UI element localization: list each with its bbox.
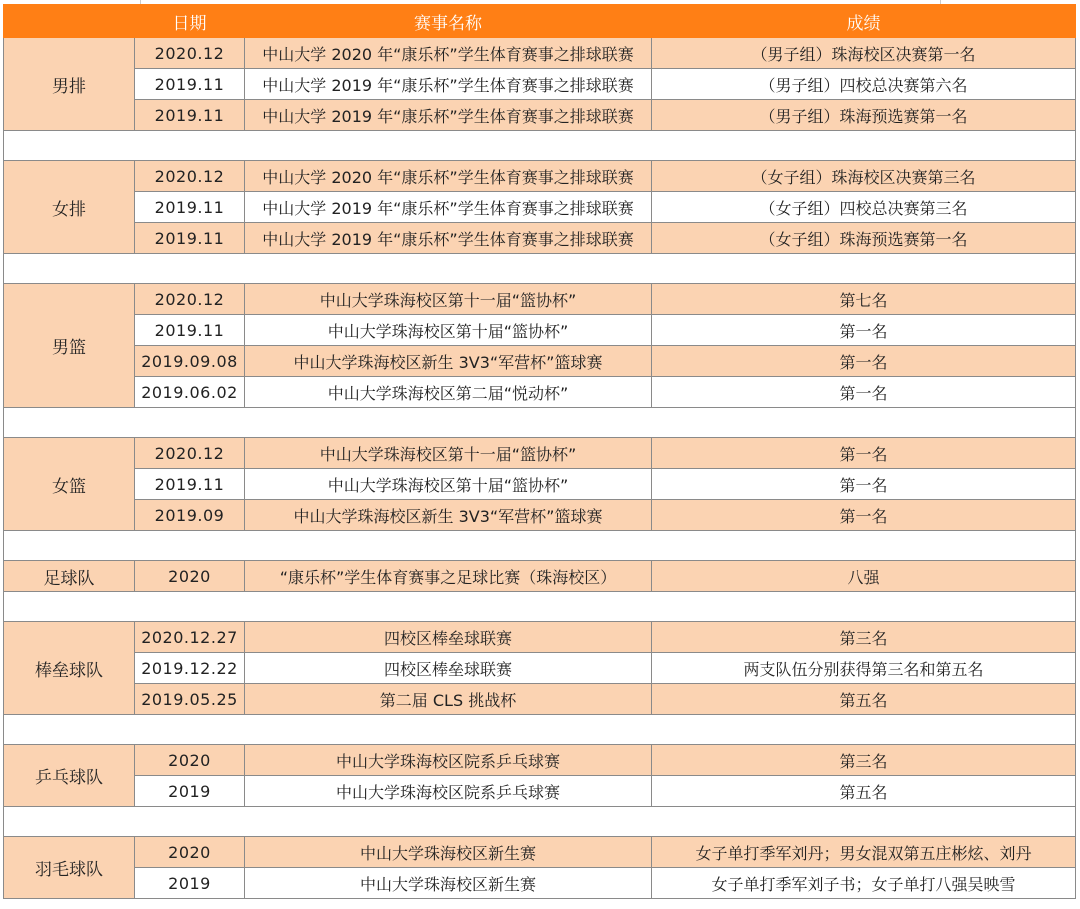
spacer-row xyxy=(4,408,1076,438)
result-cell: 第三名 xyxy=(652,622,1076,653)
result-cell: 第一名 xyxy=(652,469,1076,500)
spacer-cell xyxy=(4,531,1076,561)
table-row xyxy=(4,38,1076,69)
table-row xyxy=(4,561,1076,592)
table-row xyxy=(4,100,1076,131)
header-date: 日期 xyxy=(135,5,245,38)
table-row xyxy=(4,745,1076,776)
spacer-cell xyxy=(4,592,1076,622)
table-body xyxy=(4,38,1076,899)
table-row xyxy=(4,315,1076,346)
result-cell: 第一名 xyxy=(652,438,1076,469)
result-cell: （女子组）珠海校区决赛第三名 xyxy=(652,161,1076,192)
event-cell: 中山大学 2019 年“康乐杯”学生体育赛事之排球联赛 xyxy=(245,192,652,223)
table-row xyxy=(4,469,1076,500)
spacer-cell xyxy=(4,408,1076,438)
date-cell: 2019.11 xyxy=(135,69,245,100)
result-cell: 第三名 xyxy=(652,745,1076,776)
date-cell: 2019.11 xyxy=(135,469,245,500)
table-row xyxy=(4,684,1076,715)
table-row xyxy=(4,377,1076,408)
table-row xyxy=(4,161,1076,192)
date-cell: 2020.12 xyxy=(135,161,245,192)
header-result: 成绩 xyxy=(652,5,1076,38)
spacer-cell xyxy=(4,715,1076,745)
spacer-cell xyxy=(4,807,1076,837)
category-cell: 足球队 xyxy=(4,561,135,592)
table-row xyxy=(4,438,1076,469)
spacer-row xyxy=(4,531,1076,561)
event-cell: “康乐杯”学生体育赛事之足球比赛（珠海校区） xyxy=(245,561,652,592)
spacer-row xyxy=(4,715,1076,745)
result-cell: （女子组）四校总决赛第三名 xyxy=(652,192,1076,223)
event-cell: 中山大学珠海校区第二届“悦动杯” xyxy=(245,377,652,408)
event-cell: 四校区棒垒球联赛 xyxy=(245,622,652,653)
table-row xyxy=(4,837,1076,868)
event-cell: 中山大学珠海校区院系乒乓球赛 xyxy=(245,745,652,776)
result-cell: 第五名 xyxy=(652,684,1076,715)
result-cell: 女子单打季军刘子书；女子单打八强吴映雪 xyxy=(652,868,1076,899)
header-category xyxy=(4,5,135,38)
event-cell: 中山大学珠海校区新生赛 xyxy=(245,837,652,868)
event-cell: 四校区棒垒球联赛 xyxy=(245,653,652,684)
result-cell: 八强 xyxy=(652,561,1076,592)
result-cell: 第一名 xyxy=(652,377,1076,408)
result-cell: （男子组）珠海校区决赛第一名 xyxy=(652,38,1076,69)
category-cell: 羽毛球队 xyxy=(4,837,135,899)
result-cell: 两支队伍分别获得第三名和第五名 xyxy=(652,653,1076,684)
spacer-row xyxy=(4,807,1076,837)
event-cell: 第二届 CLS 挑战杯 xyxy=(245,684,652,715)
results-table xyxy=(3,4,1076,899)
date-cell: 2020.12.27 xyxy=(135,622,245,653)
date-cell: 2019.09 xyxy=(135,500,245,531)
date-cell: 2019.05.25 xyxy=(135,684,245,715)
table-row xyxy=(4,500,1076,531)
table-row xyxy=(4,192,1076,223)
date-cell: 2020 xyxy=(135,745,245,776)
event-cell: 中山大学珠海校区第十届“篮协杯” xyxy=(245,315,652,346)
result-cell: 第一名 xyxy=(652,315,1076,346)
result-cell: 第一名 xyxy=(652,346,1076,377)
date-cell: 2020 xyxy=(135,561,245,592)
date-cell: 2019.11 xyxy=(135,315,245,346)
date-cell: 2020.12 xyxy=(135,38,245,69)
category-cell: 男篮 xyxy=(4,284,135,408)
event-cell: 中山大学珠海校区第十一届“篮协杯” xyxy=(245,284,652,315)
table-row xyxy=(4,69,1076,100)
result-cell: （男子组）珠海预选赛第一名 xyxy=(652,100,1076,131)
category-cell: 棒垒球队 xyxy=(4,622,135,715)
table-header-row xyxy=(4,5,1076,38)
date-cell: 2019 xyxy=(135,776,245,807)
date-cell: 2019 xyxy=(135,868,245,899)
result-cell: 女子单打季军刘丹；男女混双第五庄彬炫、刘丹 xyxy=(652,837,1076,868)
event-cell: 中山大学珠海校区第十一届“篮协杯” xyxy=(245,438,652,469)
event-cell: 中山大学 2020 年“康乐杯”学生体育赛事之排球联赛 xyxy=(245,38,652,69)
event-cell: 中山大学珠海校区院系乒乓球赛 xyxy=(245,776,652,807)
category-cell: 女篮 xyxy=(4,438,135,531)
event-cell: 中山大学珠海校区第十届“篮协杯” xyxy=(245,469,652,500)
header-event: 赛事名称 xyxy=(245,5,652,38)
event-cell: 中山大学 2020 年“康乐杯”学生体育赛事之排球联赛 xyxy=(245,161,652,192)
spacer-row xyxy=(4,131,1076,161)
event-cell: 中山大学珠海校区新生 3V3“军营杯”篮球赛 xyxy=(245,346,652,377)
spacer-cell xyxy=(4,254,1076,284)
date-cell: 2020.12 xyxy=(135,284,245,315)
date-cell: 2020.12 xyxy=(135,438,245,469)
spacer-cell xyxy=(4,131,1076,161)
event-cell: 中山大学珠海校区新生赛 xyxy=(245,868,652,899)
date-cell: 2019.09.08 xyxy=(135,346,245,377)
table-row xyxy=(4,868,1076,899)
table-row xyxy=(4,284,1076,315)
event-cell: 中山大学珠海校区新生 3V3“军营杯”篮球赛 xyxy=(245,500,652,531)
table-row xyxy=(4,223,1076,254)
result-cell: （男子组）四校总决赛第六名 xyxy=(652,69,1076,100)
spacer-row xyxy=(4,592,1076,622)
date-cell: 2019.11 xyxy=(135,223,245,254)
result-cell: 第七名 xyxy=(652,284,1076,315)
date-cell: 2019.12.22 xyxy=(135,653,245,684)
date-cell: 2019.11 xyxy=(135,192,245,223)
category-cell: 乒乓球队 xyxy=(4,745,135,807)
category-cell: 男排 xyxy=(4,38,135,131)
result-cell: （女子组）珠海预选赛第一名 xyxy=(652,223,1076,254)
spacer-row xyxy=(4,254,1076,284)
date-cell: 2019.11 xyxy=(135,100,245,131)
category-cell: 女排 xyxy=(4,161,135,254)
table-row xyxy=(4,653,1076,684)
result-cell: 第一名 xyxy=(652,500,1076,531)
table-row xyxy=(4,622,1076,653)
table-row xyxy=(4,346,1076,377)
date-cell: 2020 xyxy=(135,837,245,868)
date-cell: 2019.06.02 xyxy=(135,377,245,408)
event-cell: 中山大学 2019 年“康乐杯”学生体育赛事之排球联赛 xyxy=(245,223,652,254)
event-cell: 中山大学 2019 年“康乐杯”学生体育赛事之排球联赛 xyxy=(245,100,652,131)
event-cell: 中山大学 2019 年“康乐杯”学生体育赛事之排球联赛 xyxy=(245,69,652,100)
table-row xyxy=(4,776,1076,807)
result-cell: 第五名 xyxy=(652,776,1076,807)
